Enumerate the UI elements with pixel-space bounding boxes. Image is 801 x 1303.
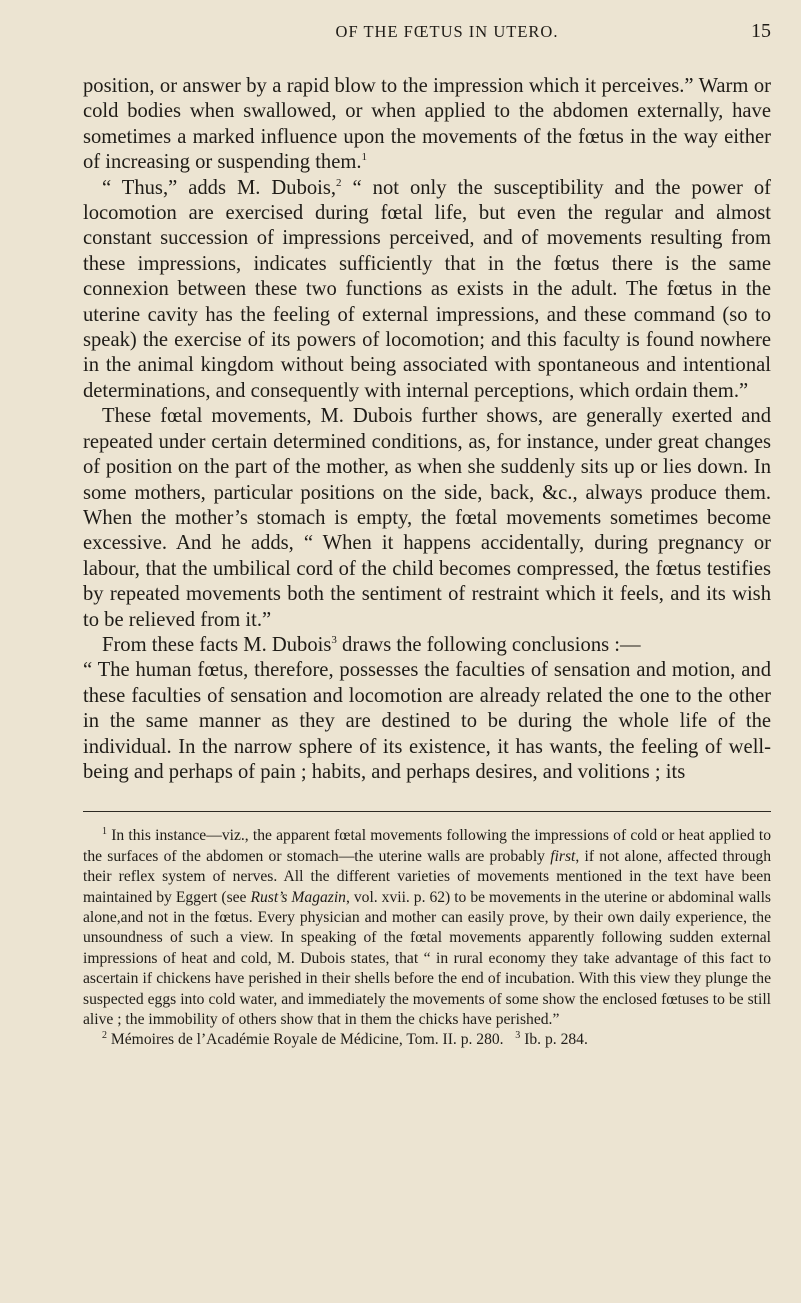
paragraph-2 (83, 176, 771, 405)
footnote-3-marker: 3 (515, 1030, 521, 1042)
paragraph-1-text: position, or answer by a rapid blow to the impression which it perceives.” Warm or cold bodies when swallowed, or when applied to the abdomen externally, have sometimes a marked influence upon the movements of the fœtus in the way either of increasing or suspending them. (83, 75, 771, 174)
paragraph-4-text-a: From these facts M. Dubois (102, 633, 332, 656)
footnote-1-emphasis-first: first (550, 847, 576, 865)
page-number: 15 (751, 20, 771, 42)
footnote-ref-3: 3 (331, 633, 337, 646)
footnote-3-text: Ib. p. 284. (520, 1031, 588, 1049)
paragraph-1 (83, 74, 771, 176)
paragraph-4 (83, 633, 771, 658)
page-header (83, 22, 771, 48)
paragraph-2-text-b: “ not only the susceptibility and the power of locomotion are exercised during fœtal life, but even the regular and almost constant succession of impressions perceived, and of movements resulting from these impressions, indicates sufficiently that in the fœtus there is the same connexion between these two functions as exists in the adult. The fœtus in the uterine cavity has the feeling of external impressions, and these command (so to speak) the exercise of its powers of locomotion; and this faculty is found nowhere in the animal kingdom without being associated with spontaneous and intentional determinations, and consequently with internal perceptions, which ordain them.” (83, 176, 771, 402)
footnote-2-text: Mémoires de l’Académie Royale de Médicine, Tom. II. p. 280. (107, 1031, 504, 1049)
running-head: OF THE FŒTUS IN UTERO. (335, 22, 559, 41)
paragraph-3-text: These fœtal movements, M. Dubois further shows, are generally exerted and repeated under certain determined conditions, as, for instance, under great changes of position on the part of the mother, as when she suddenly sits up or lies down. In some mothers, particular positions on the side, back, &c., always produce them. When the mother’s stomach is empty, the fœtal movements sometimes become excessive. And he adds, “ When it happens accidentally, during pregnancy or labour, that the umbilical cord of the child becomes compressed, the fœtus testifies by repeated movements both the sentiment of restraint which it feels, and its wish to be relieved from it.” (83, 405, 771, 631)
body-text (83, 74, 771, 785)
footnote-1-text-c: , vol. xvii. p. 62) to be movements in the uterine or abdominal walls alone,and not in the fœtus. Every physician and mother can easily prove, by their own daily experience, the unsoundness of such a view. In speaking of the fœtal movements apparently following sudden external impressions of heat and cold, M. Dubois states, that “ in rural economy they take advantage of this fact to ascertain if chickens have perished in their shells before the end of incubation. With this view they plunge the suspected eggs into cold water, and immediately the movements of some show the enclosed fœtuses to be still alive ; the immobility of others show that in them the chicks have perished.” (83, 888, 771, 1029)
footnote-ref-2: 2 (336, 176, 342, 189)
footnote-ref-1: 1 (361, 151, 368, 164)
paragraph-5 (83, 658, 771, 785)
paragraph-5-text: “ The human fœtus, therefore, possesses the faculties of sensation and motion, and these faculties of sensation and locomotion are already related the one to the other in the same manner as they are destined to be during the whole life of the individual. In the narrow sphere of its existence, it has wants, the feeling of well-being and perhaps of pain ; habits, and perhaps desires, and volitions ; its (83, 659, 771, 783)
footnote-1-marker: 1 (102, 826, 107, 838)
footnote-1 (83, 826, 771, 1030)
footnotes (83, 826, 771, 1050)
footnote-1-text-a: In this instance—viz., the apparent fœtal movements following the impressions of cold or heat applied to the surfaces of the abdomen or stomach—the uterine walls are probably (83, 827, 771, 865)
paragraph-4-text-b: draws the following conclusions :— (336, 633, 641, 656)
footnote-divider (83, 811, 771, 812)
footnote-1-emphasis-journal: Rust’s Magazin (250, 888, 346, 906)
footnote-2-marker: 2 (102, 1030, 107, 1042)
footnote-2-and-3 (83, 1030, 771, 1050)
footnote-1-text-b: , if not alone, affected through their reflex system of nerves. All the different varieties of movements mentioned in the text have been maintained by Eggert (see (83, 847, 772, 906)
paragraph-2-text-a: “ Thus,” adds M. Dubois, (102, 176, 337, 199)
paragraph-3 (83, 404, 771, 633)
